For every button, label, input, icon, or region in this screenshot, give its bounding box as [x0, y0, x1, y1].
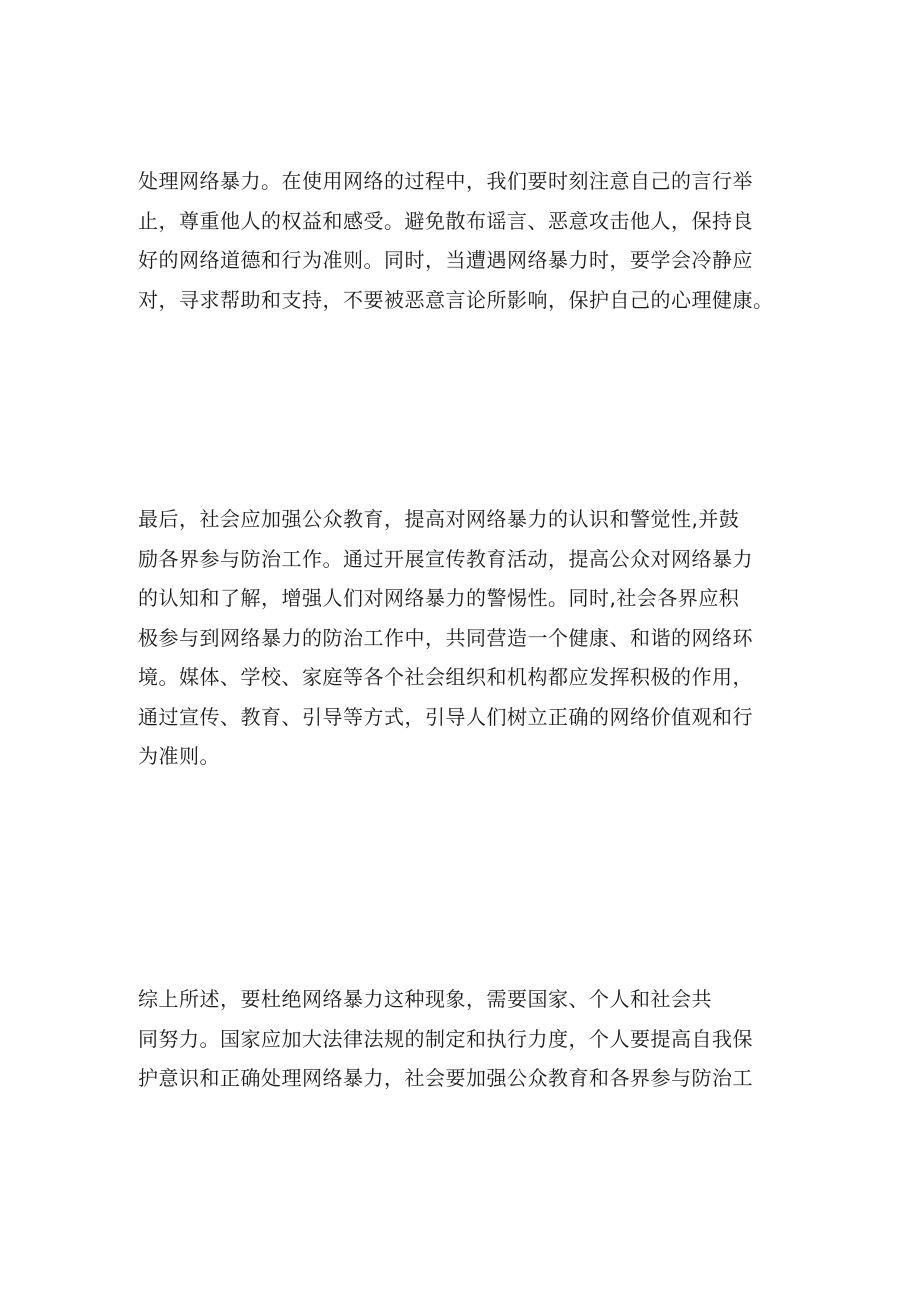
text-line: 励各界参与防治工作。通过开展宣传教育活动，提高公众对网络暴力: [138, 546, 753, 571]
paragraph-conclusion: [138, 980, 788, 1099]
text-line: 最后，社会应加强公众教育，提高对网络暴力的认识和警觉性,并鼓: [138, 507, 740, 531]
paragraph-society-education: [138, 500, 788, 777]
text-line: 通过宣传、教育、引导等方式，引导人们树立正确的网络价值观和行: [138, 704, 753, 729]
text-line: 护意识和正确处理网络暴力，社会要加强公众教育和各界参与防治工: [138, 1066, 753, 1090]
text-line: 同努力。国家应加大法律法规的制定和执行力度，个人要提高自我保: [138, 1026, 753, 1051]
text-line: 境。媒体、学校、家庭等各个社会组织和机构都应发挥积极的作用，: [138, 665, 753, 689]
text-line: 止，尊重他人的权益和感受。避免散布谣言、恶意攻击他人，保持良: [138, 208, 753, 233]
text-line: 综上所述，要杜绝网络暴力这种现象，需要国家、个人和社会共: [138, 987, 712, 1011]
text-line: 好的网络道德和行为准则。同时，当遭遇网络暴力时，要学会冷静应: [138, 248, 753, 272]
paragraph-personal-response: [138, 162, 788, 320]
text-line: 处理网络暴力。在使用网络的过程中，我们要时刻注意自己的言行举: [138, 169, 753, 193]
text-line: 极参与到网络暴力的防治工作中，共同营造一个健康、和谐的网络环: [138, 625, 753, 650]
text-line: 为准则。: [138, 744, 220, 768]
text-line: 的认知和了解，增强人们对网络暴力的警惕性。同时,社会各界应积: [138, 586, 740, 610]
text-line: 对，寻求帮助和支持，不要被恶意言论所影响，保护自己的心理健康。: [138, 287, 774, 312]
